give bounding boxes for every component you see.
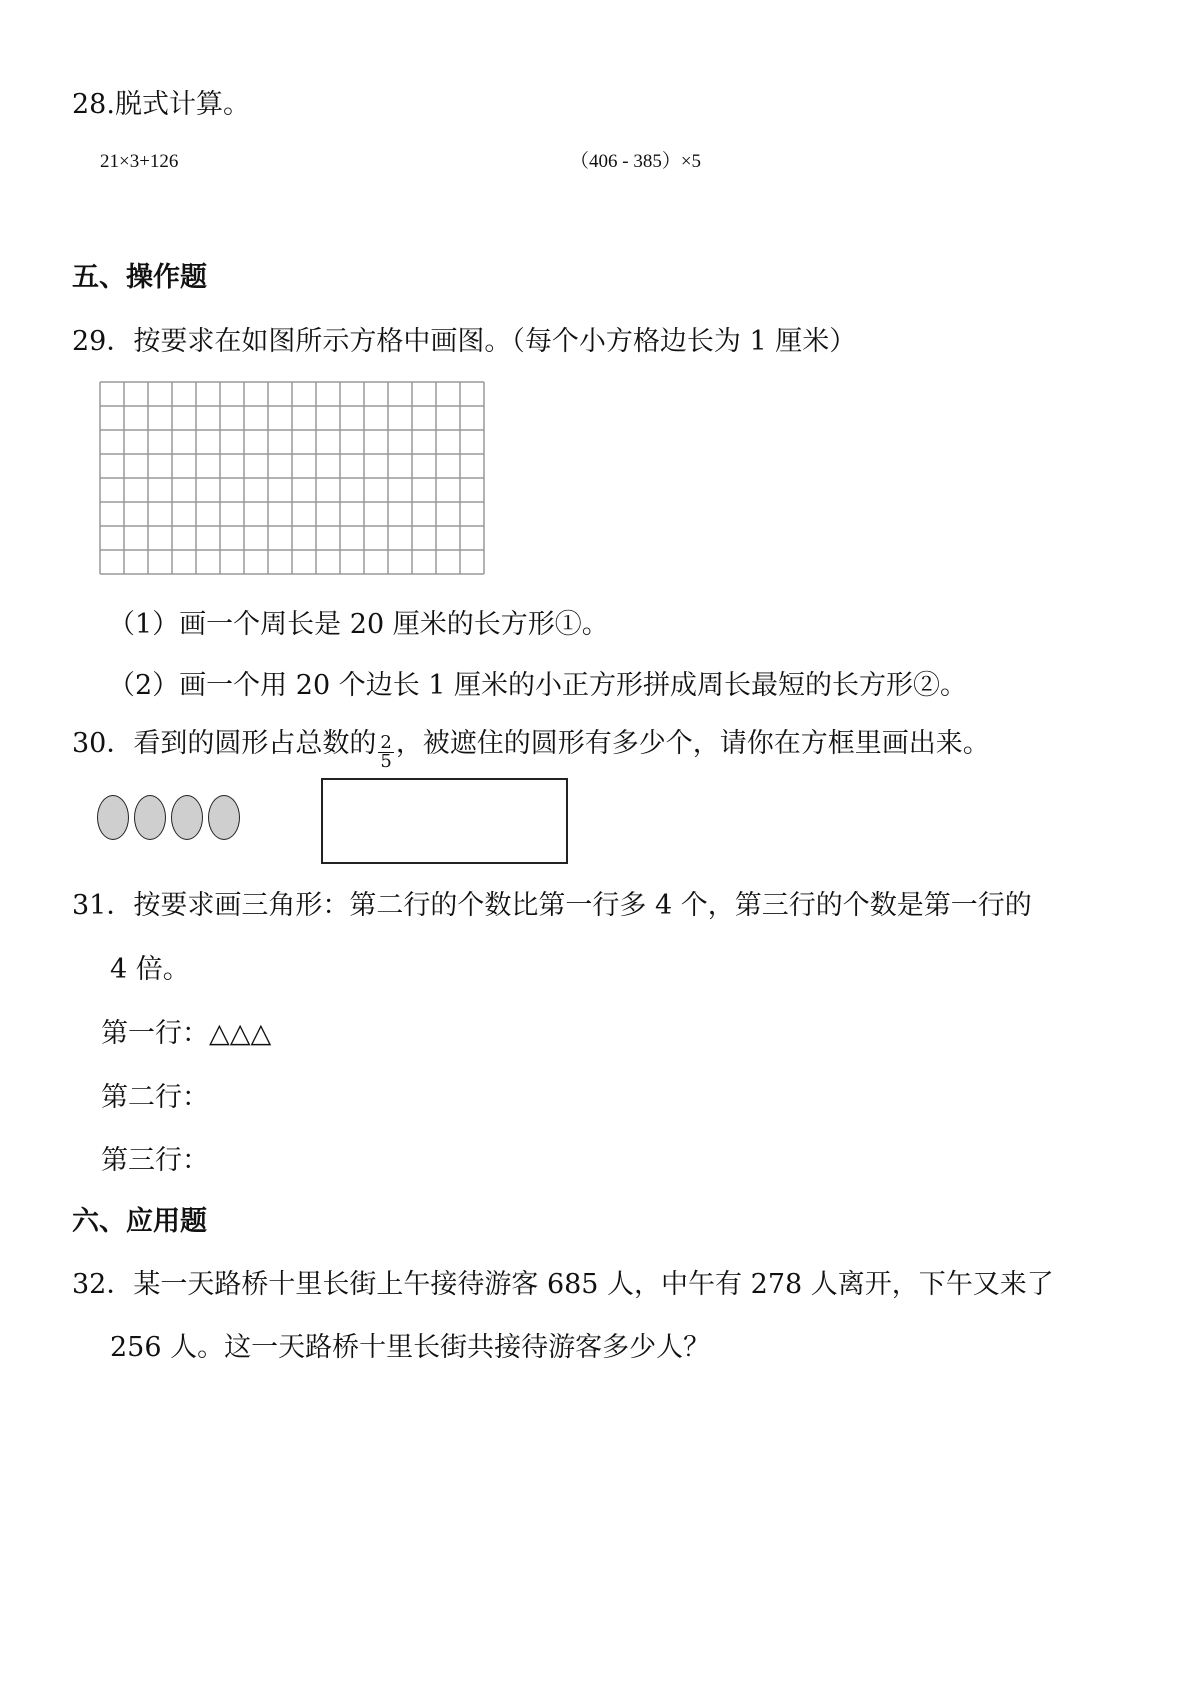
q28-expression-1: 21×3+126 [100,151,179,172]
q29-title: 29．按要求在如图所示方格中画图。（每个小方格边长为 1 厘米） [72,326,857,357]
q32-line-1: 32．某一天路桥十里长街上午接待游客 685 人，中午有 278 人离开，下午又来了 [72,1269,1054,1300]
fraction-numerator: 2 [380,732,392,753]
q30-prefix: 30．看到的圆形占总数的 [72,728,377,759]
fraction-denominator: 5 [380,751,392,772]
q31-row-1: 第一行：△△△ [101,1018,272,1049]
circle [171,795,203,840]
q31-line-2: 4 倍。 [110,954,190,985]
q28-expression-2: （406 - 385）×5 [570,151,702,172]
section-6-heading: 六、应用题 [72,1206,207,1237]
section-5-heading: 五、操作题 [72,262,207,293]
q28-title: 28.脱式计算。 [72,89,250,120]
q31-row-2: 第二行： [101,1082,209,1113]
q30-suffix: ，被遮住的圆形有多少个，请你在方框里画出来。 [395,728,990,759]
q31-row-3: 第三行： [101,1145,209,1176]
q29-part-2: （2）画一个用 20 个边长 1 厘米的小正方形拼成周长最短的长方形②。 [108,670,968,701]
circle [134,795,166,840]
fraction [378,734,393,771]
answer-box[interactable] [321,778,568,864]
q30-question [72,726,990,772]
q29-part-1: （1）画一个周长是 20 厘米的长方形①。 [108,609,609,640]
circle [97,795,129,840]
q31-line-1: 31．按要求画三角形：第二行的个数比第一行多 4 个，第三行的个数是第一行的 [72,890,1032,921]
square-grid[interactable] [99,381,485,575]
circle [208,795,240,840]
q32-line-2: 256 人。这一天路桥十里长街共接待游客多少人？ [110,1332,711,1363]
